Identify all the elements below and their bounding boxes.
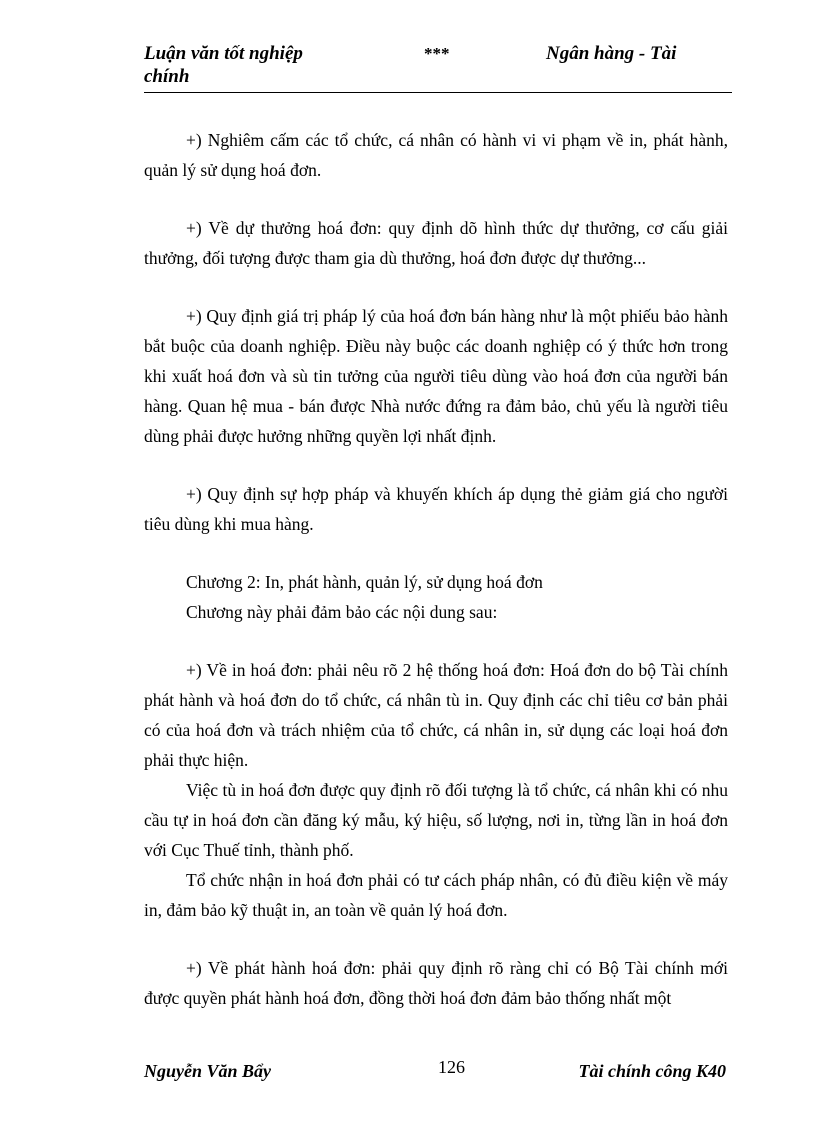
header-separator: *** [424,44,450,63]
chapter-intro: Chương này phải đảm bảo các nội dung sau: [186,602,498,622]
chapter-heading: Chương 2: In, phát hành, quản lý, sử dụng hoá đơn [186,572,543,592]
page-footer [144,1058,732,1088]
paragraph-printing: +) Về in hoá đơn: phải nêu rõ 2 hệ thống hoá đơn: Hoá đơn do bộ Tài chính phát hành và hoá đơn do tổ chức, cá nhân tù in. Quy định các chỉ tiêu cơ bản phải có của hoá đơn và trách nhiệm của tổ chức, cá nhân in, sử dụng các loại hoá đơn phải thực hiện. [144,660,728,770]
page-header [144,40,732,93]
header-thesis-title [144,42,344,88]
paragraph-prohibition: +) Nghiêm cấm các tổ chức, cá nhân có hành vi vi phạm về in, phát hành, quản lý sử dụng hoá đơn. [144,130,728,180]
page-number: 126 [438,1057,465,1077]
paragraph-discount-card: +) Quy định sự hợp pháp và khuyến khích áp dụng thẻ giảm giá cho người tiêu dùng khi mua hàng. [144,484,728,534]
paragraph-self-printing: Việc tù in hoá đơn được quy định rõ đối tượng là tổ chức, cá nhân khi có nhu cầu tự in hoá đơn cần đăng ký mẫu, ký hiệu, số lượng, nơi in, từng lần in hoá đơn với Cục Thuế tỉnh, thành phố. [144,780,728,860]
paragraph-print-organization: Tổ chức nhận in hoá đơn phải có tư cách pháp nhân, có đủ điều kiện về máy in, đảm bảo kỹ thuật in, an toàn về quản lý hoá đơn. [144,870,728,920]
page-body [144,125,728,1013]
paragraph-prize-invoice: +) Về dự thưởng hoá đơn: quy định dõ hình thức dự thưởng, cơ cấu giải thưởng, đối tượng được tham gia dù thưởng, hoá đơn được dự thưởng... [144,218,728,268]
footer-author: Nguyễn Văn Bẩy [144,1061,272,1081]
header-department: Ngân hàng - Tài [546,43,677,64]
header-left-line2: chính [144,66,190,87]
header-left-line1: Luận văn tốt nghiệp [144,43,303,64]
paragraph-issuance: +) Về phát hành hoá đơn: phải quy định rõ ràng chỉ có Bộ Tài chính mới được quyền phát hành hoá đơn, đồng thời hoá đơn đảm bảo thống nhất một [144,958,728,1008]
footer-class: Tài chính công K40 [578,1061,726,1081]
paragraph-legal-value: +) Quy định giá trị pháp lý của hoá đơn bán hàng như là một phiếu bảo hành bắt buộc của doanh nghiệp. Điều này buộc các doanh nghiệp có ý thức hơn trong khi xuất hoá đơn và sù tin tưởng của người tiêu dùng vào hoá đơn của người bán hàng. Quan hệ mua - bán được Nhà nước đứng ra đảm bảo, chủ yếu là người tiêu dùng phải được hưởng những quyền lợi nhất định. [144,306,728,446]
